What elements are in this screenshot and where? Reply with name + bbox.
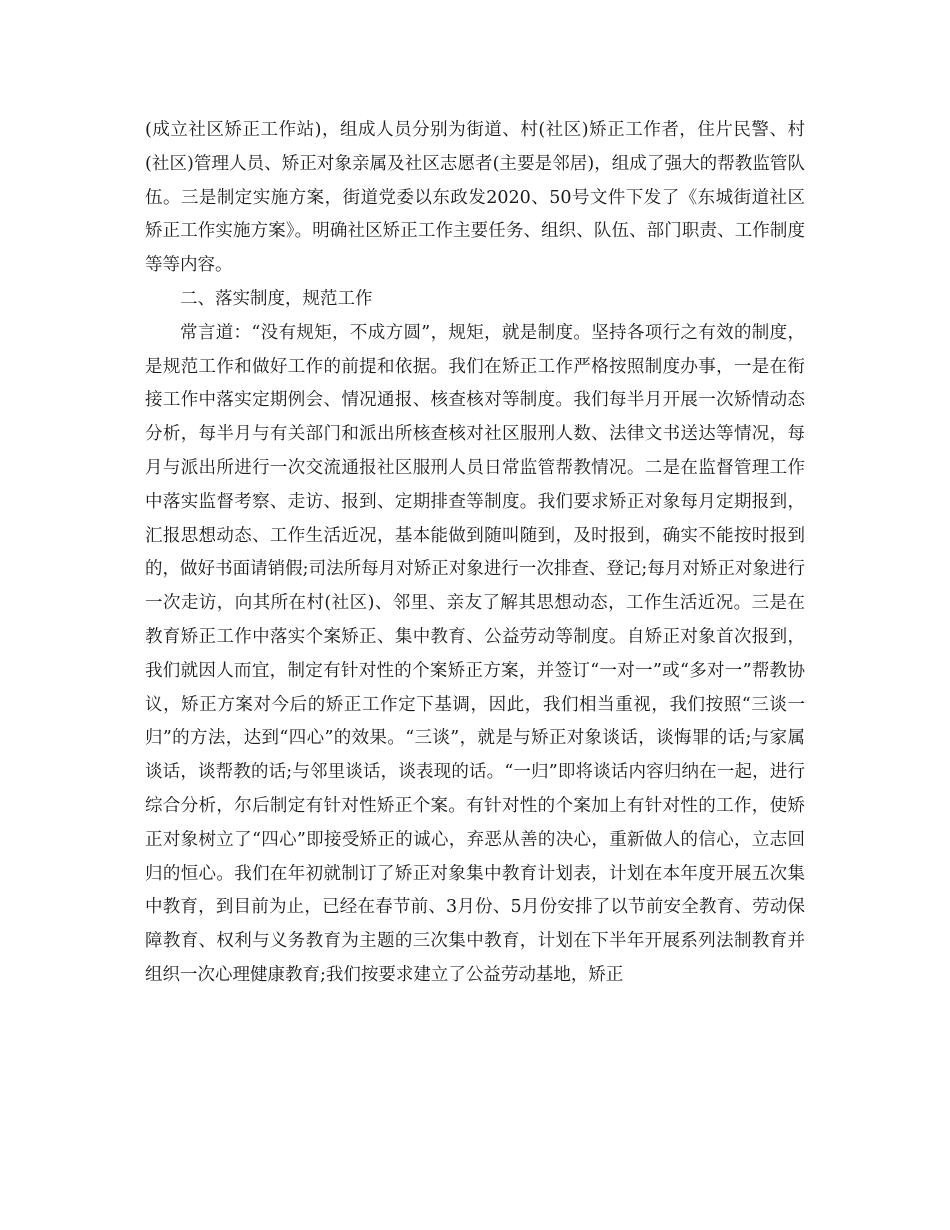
- section-heading: 二、落实制度，规范工作: [180, 288, 373, 309]
- paragraph-1: (成立社区矫正工作站)，组成人员分别为街道、村(社区)矫正工作者，住片民警、村(社区)管理人员、矫正对象亲属及社区志愿者(主要是邻居)，组成了强大的帮教监管队伍。三是制定实施方案，街道党委以东政发2020、50号文件下发了《东城街道社区矫正工作实施方案》。明确社区矫正工作主要任务、组织、队伍、部门职责、工作制度等等内容。: [145, 120, 805, 276]
- document-page: [145, 114, 805, 993]
- paragraph-2: 常言道：“没有规矩，不成方圆”，规矩，就是制度。坚持各项行之有效的制度，是规范工作和做好工作的前提和依据。我们在矫正工作严格按照制度办事，一是在衔接工作中落实定期例会、情况通报、核查核对等制度。我们每半月开展一次矫情动态分析，每半月与有关部门和派出所核查核对社区服刑人数、法律文书送达等情况，每月与派出所进行一次交流通报社区服刑人员日常监管帮教情况。二是在监督管理工作中落实监督考察、走访、报到、定期排查等制度。我们要求矫正对象每月定期报到，汇报思想动态、工作生活近况，基本能做到随叫随到，及时报到，确实不能按时报到的，做好书面请销假;司法所每月对矫正对象进行一次排查、登记;每月对矫正对象进行一次走访，向其所在村(社区)、邻里、亲友了解其思想动态，工作生活近况。三是在教育矫正工作中落实个案矫正、集中教育、公益劳动等制度。自矫正对象首次报到，我们就因人而宜，制定有针对性的个案矫正方案，并签订“一对一”或“多对一”帮教协议，矫正方案对今后的矫正工作定下基调，因此，我们相当重视，我们按照“三谈一归”的方法，达到“四心”的效果。“三谈”，就是与矫正对象谈话，谈悔罪的话;与家属谈话，谈帮教的话;与邻里谈话，谈表现的话。“一归”即将谈话内容归纳在一起，进行综合分析，尔后制定有针对性矫正个案。有针对性的个案加上有针对性的工作，使矫正对象树立了“四心”即接受矫正的诚心，弃恶从善的决心，重新做人的信心，立志回归的恒心。我们在年初就制订了矫正对象集中教育计划表，计划在本年度开展五次集中教育，到目前为止，已经在春节前、3月份、5月份安排了以节前安全教育、劳动保障教育、权利与义务教育为主题的三次集中教育，计划在下半年开展系列法制教育并组织一次心理健康教育;我们按要求建立了公益劳动基地，矫正: [145, 322, 805, 985]
